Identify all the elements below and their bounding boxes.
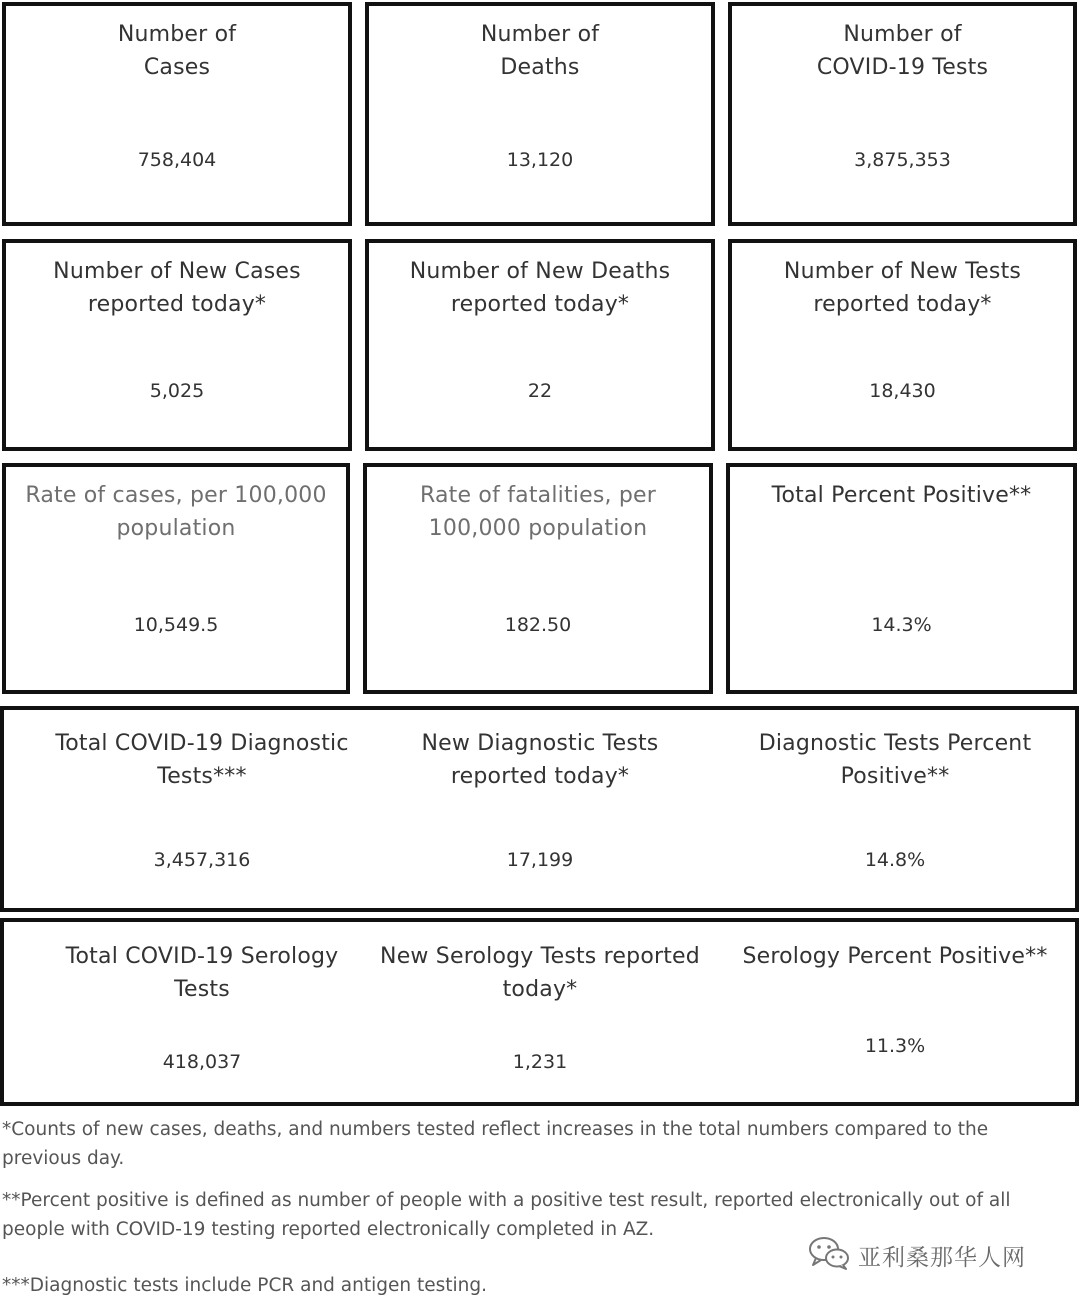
serology-total-label: Total COVID-19 Serology Tests (65, 944, 339, 1002)
stat-card-fatality-rate (363, 463, 713, 694)
stat-card-tests (728, 2, 1077, 226)
stat-card-new-deaths (365, 239, 715, 451)
watermark-text: 亚利桑那华人网 (858, 1244, 1026, 1271)
stat-label: Number of COVID-19 Tests (816, 22, 989, 80)
diagnostic-percent-label: Diagnostic Tests Percent Positive** (758, 731, 1032, 789)
stat-label: Total Percent Positive** (771, 483, 1032, 508)
stat-card-new-cases (2, 239, 352, 451)
diagnostic-percent-value: 14.8% (864, 849, 926, 871)
stat-value: 22 (527, 380, 553, 402)
watermark (808, 1238, 1026, 1272)
stat-value: 18,430 (869, 380, 936, 402)
wechat-icon (808, 1236, 850, 1274)
diagnostic-new-value: 17,199 (506, 849, 574, 871)
footnote-percent-positive: **Percent positive is defined as number of people with a positive test result, reported electronically out of all people with COVID-19 testing reported electronically completed in AZ. (2, 1190, 1011, 1240)
stat-label: Number of New Tests reported today* (783, 259, 1022, 317)
stat-label: Rate of fatalities, per 100,000 population (419, 483, 657, 541)
stat-card-new-tests (728, 239, 1077, 451)
stat-value: 14.3% (871, 614, 932, 636)
diagnostic-new-label: New Diagnostic Tests reported today* (421, 731, 659, 789)
serology-percent-value: 11.3% (864, 1035, 926, 1057)
serology-tests-panel (0, 918, 1079, 1106)
diagnostic-total-label: Total COVID-19 Diagnostic Tests*** (55, 731, 349, 789)
diagnostic-total-value: 3,457,316 (153, 849, 251, 871)
serology-percent-label: Serology Percent Positive** (742, 944, 1048, 969)
stat-value: 13,120 (506, 149, 574, 171)
footnote-new-counts: *Counts of new cases, deaths, and numbers tested reflect increases in the total numbers compared to the previous day. (2, 1119, 989, 1169)
stat-label: Rate of cases, per 100,000 population (25, 483, 327, 541)
stat-card-case-rate (2, 463, 350, 694)
diagnostic-tests-panel (0, 706, 1079, 912)
stat-label: Number of Cases (117, 22, 237, 80)
footnote-diagnostic-tests: ***Diagnostic tests include PCR and antigen testing. (2, 1275, 487, 1296)
stat-value: 10,549.5 (133, 614, 219, 636)
serology-total-value: 418,037 (162, 1051, 242, 1073)
stat-card-deaths (365, 2, 715, 226)
stat-card-cases (2, 2, 352, 226)
stat-card-total-percent-positive (726, 463, 1077, 694)
stat-label: Number of New Cases reported today* (53, 259, 301, 317)
stat-value: 5,025 (149, 380, 205, 402)
serology-new-label: New Serology Tests reported today* (380, 944, 700, 1002)
stat-value: 3,875,353 (854, 149, 951, 171)
stat-label: Number of Deaths (480, 22, 600, 80)
serology-new-value: 1,231 (512, 1051, 568, 1073)
stat-value: 182.50 (504, 614, 572, 636)
stat-label: Number of New Deaths reported today* (409, 259, 671, 317)
stat-value: 758,404 (137, 149, 217, 171)
